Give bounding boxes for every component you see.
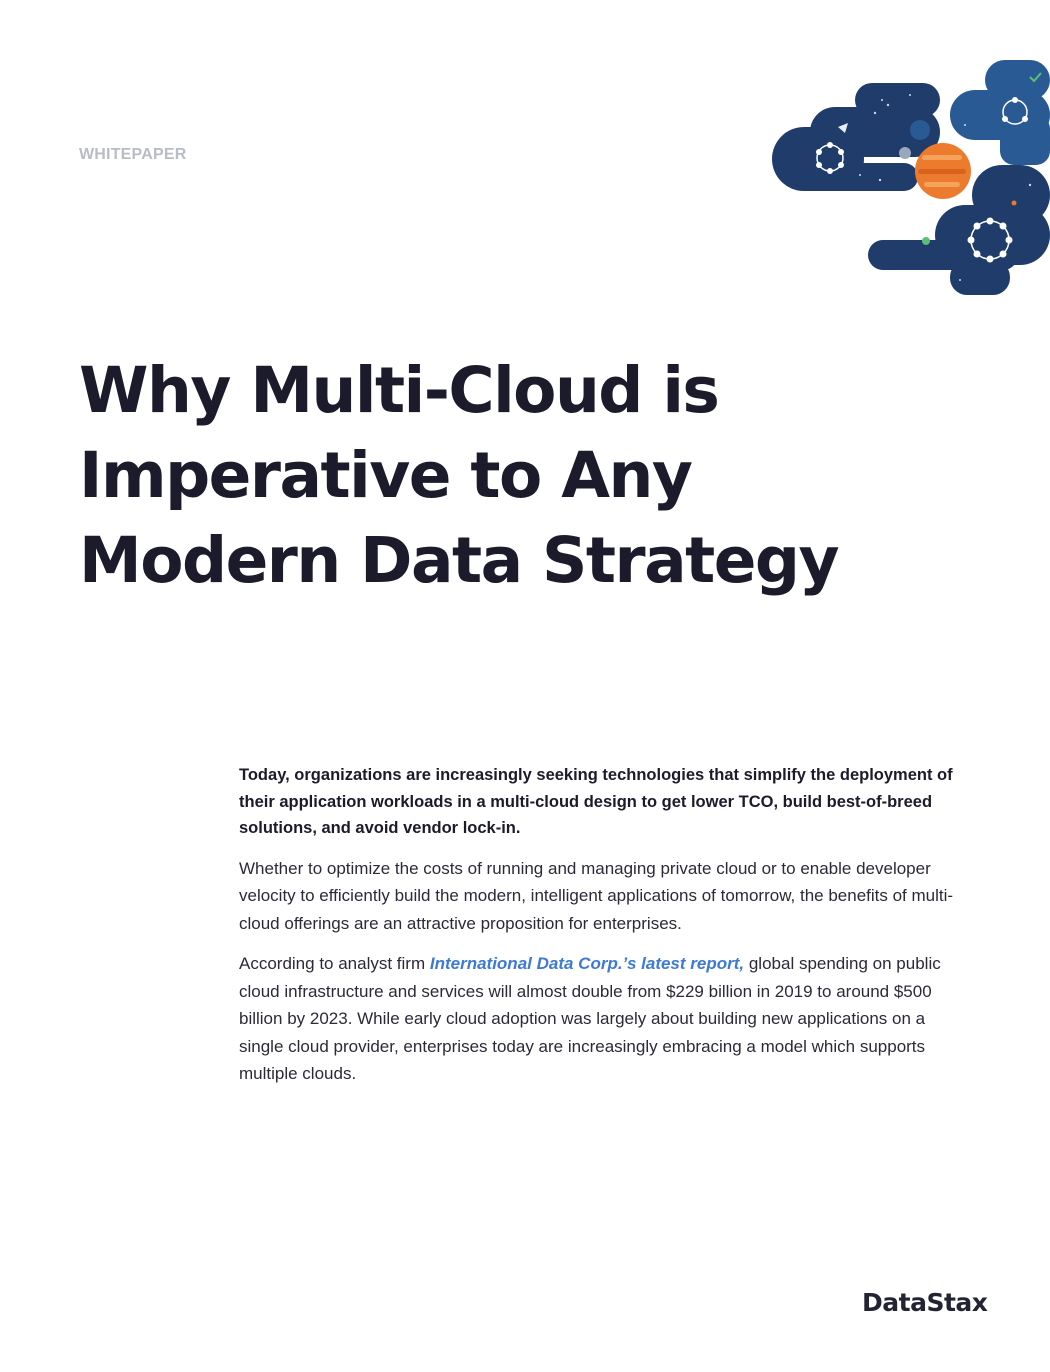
body-content (239, 762, 959, 1101)
document-type-label: WHITEPAPER (79, 146, 187, 163)
title-line-2: Imperative to Any (79, 439, 692, 512)
space-cloud-illustration (760, 55, 1050, 300)
page-title (79, 348, 979, 603)
body-paragraph-2 (239, 950, 959, 1088)
paragraph-2-prefix: According to analyst firm (239, 954, 430, 973)
title-line-1: Why Multi-Cloud is (79, 354, 719, 427)
idc-report-link[interactable]: International Data Corp.’s latest report, (429, 954, 745, 973)
paragraph-2-suffix: global spending on public cloud infrastructure and services will almost double from $229 billion in 2019 to around $500 billion by 2023. While early cloud adoption was largely about building new applications on a single cloud provider, enterprises today are increasingly embracing a model which supports multiple clouds. (239, 954, 941, 1083)
datastax-logo: DataStax (862, 1288, 988, 1317)
title-line-3: Modern Data Strategy (79, 524, 839, 597)
body-paragraph-1: Whether to optimize the costs of running and managing private cloud or to enable developer velocity to efficiently build the modern, intelligent applications of tomorrow, the benefits of multi-cloud offerings are an attractive proposition for enterprises. (239, 858, 954, 933)
lead-paragraph: Today, organizations are increasingly seeking technologies that simplify the deployment of their application workloads in a multi-cloud design to get lower TCO, build best-of-breed solutions, and avoid vendor lock-in. (239, 766, 953, 837)
